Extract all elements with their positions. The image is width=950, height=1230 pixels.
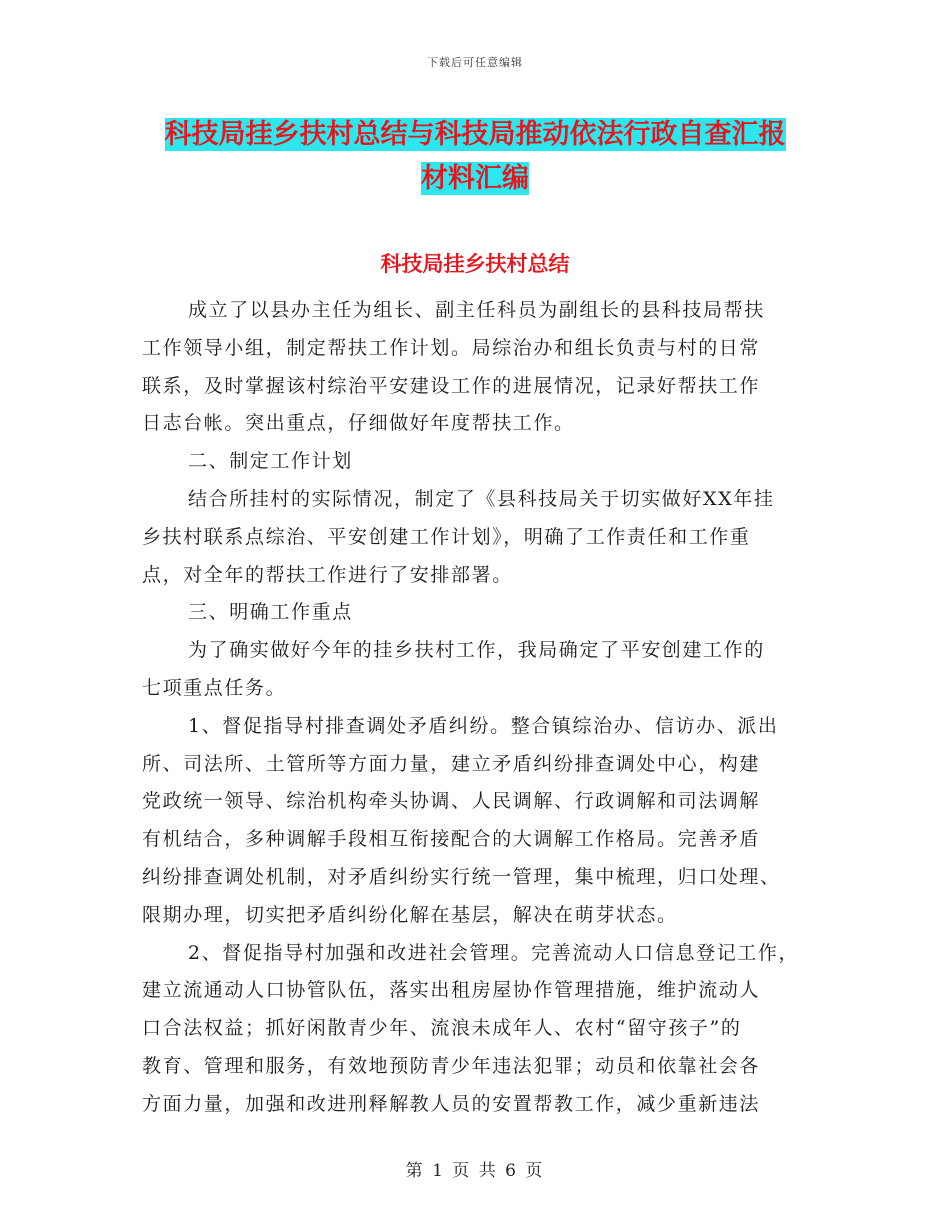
paragraph-line: 方面力量，加强和改进刑释解教人员的安置帮教工作，减少重新违法: [142, 1092, 761, 1115]
document-title-text-1: 科技局挂乡扶村总结与科技局推动依法行政自查汇报: [164, 119, 786, 150]
page-footer: 第 1 页 共 6 页: [405, 1161, 545, 1181]
paragraph-line: 工作领导小组，制定帮扶工作计划。局综治办和组长负责与村的日常: [142, 336, 761, 359]
paragraph-line: 教育、管理和服务，有效地预防青少年违法犯罪；动员和依靠社会各: [142, 1054, 761, 1077]
body-text: [142, 292, 822, 1124]
paragraph-line: 乡扶村联系点综治、平安创建工作计划》，明确了工作责任和工作重: [142, 525, 751, 548]
document-title-line-2: [0, 156, 950, 195]
paragraph-line: 成立了以县办主任为组长、副主任科员为副组长的县科技局帮扶: [188, 299, 765, 321]
paragraph-line: 1、督促指导村排查调处矛盾纠纷。整合镇综治办、信访办、派出: [188, 714, 779, 737]
paragraph-line: 为了确实做好今年的挂乡扶村工作，我局确定了平安创建工作的: [188, 639, 765, 662]
section-title: 科技局挂乡扶村总结: [380, 252, 570, 276]
paragraph-line: 限期办理，切实把矛盾纠纷化解在基层，解决在萌芽状态。: [142, 903, 678, 926]
paragraph-line: 二、制定工作计划: [188, 450, 353, 473]
paragraph-line: 纠纷排查调处机制，对矛盾纠纷实行统一管理，集中梳理，归口处理、: [142, 865, 781, 888]
paragraph-line: 七项重点任务。: [142, 676, 287, 699]
paragraph-line: 点，对全年的帮扶工作进行了安排部署。: [142, 563, 513, 586]
paragraph-line: 三、明确工作重点: [188, 601, 353, 624]
paragraph-line: 建立流通动人口协管队伍，落实出租房屋协作管理措施，维护流动人: [142, 979, 761, 1002]
document-title-line-1: [0, 112, 950, 151]
paragraph-line: 口合法权益；抓好闲散青少年、流浪未成年人、农村“留守孩子”的: [142, 1017, 742, 1040]
paragraph-line: 联系，及时掌握该村综治平安建设工作的进展情况，记录好帮扶工作: [142, 374, 761, 397]
paragraph-line: 党政统一领导、综治机构牵头协调、人民调解、行政调解和司法调解: [142, 790, 761, 813]
paragraph-line: 所、司法所、土管所等方面力量，建立矛盾纠纷排查调处中心，构建: [142, 752, 761, 775]
paragraph-line: 2、督促指导村加强和改进社会管理。完善流动人口信息登记工作，: [188, 941, 800, 964]
header-note: 下载后可任意编辑: [427, 56, 523, 69]
paragraph-line: 日志台帐。突出重点，仔细做好年度帮扶工作。: [142, 412, 575, 435]
paragraph-line: 结合所挂村的实际情况，制定了《县科技局关于切实做好XX年挂: [188, 487, 775, 510]
paragraph-line: 有机结合，多种调解手段相互衔接配合的大调解工作格局。完善矛盾: [142, 828, 761, 851]
document-title-text-2: 材料汇编: [421, 163, 529, 194]
